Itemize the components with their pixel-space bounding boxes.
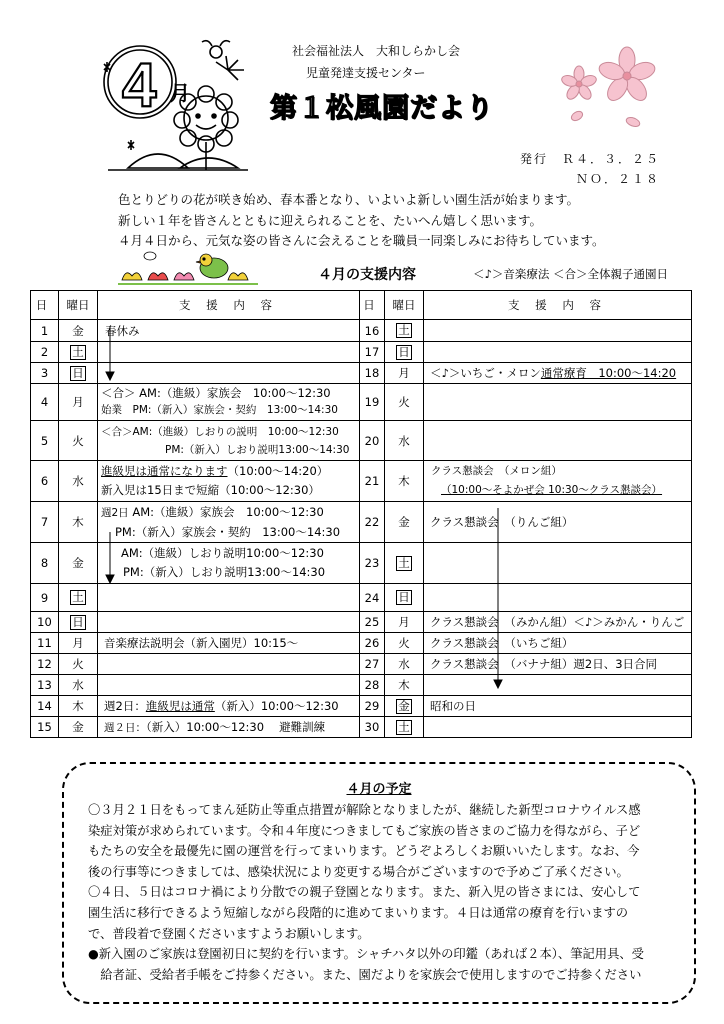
organization-name: 社会福祉法人 大和しらかし会 xyxy=(292,44,461,58)
holiday-box: 土 xyxy=(398,323,410,337)
schedule-title: ４月の支援内容 xyxy=(318,267,416,283)
issue-info xyxy=(520,149,660,189)
weekday-cell xyxy=(385,696,424,717)
table-row xyxy=(31,654,692,675)
table-row xyxy=(31,502,692,543)
weekday-cell: 金 xyxy=(59,543,98,584)
holiday-box: 日 xyxy=(72,614,84,629)
weekday-cell xyxy=(385,717,424,738)
table-row xyxy=(31,612,692,633)
content-cell xyxy=(424,421,692,461)
content-cell xyxy=(98,342,360,363)
weekday-cell: 月 xyxy=(59,384,98,421)
content-cell xyxy=(424,584,692,612)
day-cell: 19 xyxy=(360,384,385,421)
issue-number: ＮＯ．２１８ xyxy=(575,172,660,186)
day-cell: 16 xyxy=(360,320,385,342)
april-plan-box xyxy=(62,762,696,1004)
content-text: （新入）10:00～12:30 xyxy=(214,699,339,713)
content-cell xyxy=(424,320,692,342)
day-cell: 1 xyxy=(31,320,59,342)
content-cell xyxy=(98,502,360,543)
day-cell: 21 xyxy=(360,461,385,502)
content-text: （新入）10:00～12:30 避難訓練 xyxy=(146,720,326,734)
content-cell xyxy=(424,363,692,384)
content-cell xyxy=(424,342,692,363)
plan-line: 〇３月２１日をもってまん延防止等重点措置が解除となりましたが、継続した新型コロナウイルス感 xyxy=(88,803,641,817)
content-cell xyxy=(98,584,360,612)
content-line: 新入児は15日まで短縮（10:00～12:30） xyxy=(101,483,320,497)
badge-number: 4 xyxy=(122,51,157,120)
content-text: ＜♪＞いちご・メロン xyxy=(430,366,541,380)
day-cell: 26 xyxy=(360,633,385,654)
table-row xyxy=(31,461,692,502)
plan-line: 園生活に移行できるよう短縮しながら段階的に進めてまいります。４日は通常の療育を行いますの xyxy=(88,905,629,920)
content-cell xyxy=(98,421,360,461)
content-cell: クラス懇談会 （りんご組） xyxy=(424,502,692,543)
weekday-cell: 火 xyxy=(385,384,424,421)
header-content: 支 援 内 容 xyxy=(424,291,692,320)
weekday-cell: 火 xyxy=(59,654,98,675)
day-cell: 17 xyxy=(360,342,385,363)
content-line: PM:（新入）家族会・契約 13:00～14:30 xyxy=(115,524,341,539)
day-cell: 12 xyxy=(31,654,59,675)
weekday-cell xyxy=(59,612,98,633)
content-cell xyxy=(98,363,360,384)
content-text: 週２日： xyxy=(104,722,146,734)
content-cell xyxy=(424,461,692,502)
content-cell xyxy=(424,543,692,584)
header-day: 日 xyxy=(31,291,59,320)
content-line: ＜合＞ AM:（進級）家族会 10:00～12:30 xyxy=(101,386,331,400)
header-content: 支 援 内 容 xyxy=(98,291,360,320)
content-cell: クラス懇談会 （バナナ組）週2日、3日合同 xyxy=(424,654,692,675)
holiday-box: 土 xyxy=(398,555,410,570)
weekday-cell xyxy=(385,342,424,363)
plan-line: 染症対策が求められています。令和４年度につきましてもご家族の皆さまのご協力を得ながら、子ど xyxy=(88,823,641,838)
content-cell: クラス懇談会 （いちご組） xyxy=(424,633,692,654)
day-cell: 23 xyxy=(360,543,385,584)
header-day: 日 xyxy=(360,291,385,320)
content-line: PM:（新入）しおり説明13:00～14:30 xyxy=(165,443,350,456)
weekday-cell xyxy=(59,584,98,612)
day-cell: 6 xyxy=(31,461,59,502)
content-cell xyxy=(98,612,360,633)
weekday-cell: 木 xyxy=(59,696,98,717)
table-header-row xyxy=(31,291,692,320)
weekday-cell: 月 xyxy=(385,612,424,633)
content-cell xyxy=(424,384,692,421)
content-line xyxy=(101,503,356,523)
day-cell: 22 xyxy=(360,502,385,543)
content-cell xyxy=(98,675,360,696)
table-row xyxy=(31,584,692,612)
day-cell: 20 xyxy=(360,421,385,461)
table-row xyxy=(31,717,692,738)
content-line xyxy=(101,462,356,481)
plan-line: 後の行事等につきましては、感染状況により変更する場合がございますので予めご了承ください。 xyxy=(88,864,629,879)
weekday-cell: 金 xyxy=(385,502,424,543)
weekday-cell: 金 xyxy=(59,717,98,738)
table-row xyxy=(31,675,692,696)
day-cell: 24 xyxy=(360,584,385,612)
content-line: （10:00～そよかぜ会 10:30～クラス懇談会） xyxy=(441,484,663,496)
weekday-cell xyxy=(385,543,424,584)
holiday-box: 土 xyxy=(72,590,84,604)
plan-line: ●新入園のご家族は登園初日に契約を行います。シャチハタ以外の印鑑（あれば２本）、筆記用具、受 xyxy=(88,947,644,962)
weekday-cell: 水 xyxy=(385,654,424,675)
badge-month: 月 xyxy=(170,81,190,105)
table-row xyxy=(31,421,692,461)
plan-title: ４月の予定 xyxy=(346,782,412,797)
content-cell xyxy=(424,717,692,738)
issue-date: 発行 Ｒ４．３．２５ xyxy=(519,152,660,166)
content-line: AM:（進級）しおり説明10:00～12:30 xyxy=(121,546,324,560)
content-cell xyxy=(98,384,360,421)
content-cell: 音楽療法説明会（新入園児）10:15～ xyxy=(98,633,360,654)
day-cell: 4 xyxy=(31,384,59,421)
holiday-box: 日 xyxy=(72,365,84,380)
plan-line: 給者証、受給者手帳をご持参ください。また、園だよりを家族会で使用しますのでご持参ください xyxy=(88,967,642,982)
content-text: 春休み xyxy=(105,323,140,338)
tulip-bird-illustration xyxy=(118,250,258,290)
content-cell xyxy=(98,461,360,502)
center-name: 児童発達支援センター xyxy=(306,66,426,80)
greeting-line: 色とりどりの花が咲き始め、春本番となり、いよいよ新しい園生活が始まります。 xyxy=(118,192,580,207)
day-cell: 14 xyxy=(31,696,59,717)
weekday-cell: 火 xyxy=(385,633,424,654)
content-text-underlined: 進級児は通常 xyxy=(145,699,215,713)
table-row xyxy=(31,633,692,654)
content-cell xyxy=(98,696,360,717)
weekday-cell: 木 xyxy=(59,502,98,543)
content-line: 始業 PM:（新入）家族会・契約 13:00～14:30 xyxy=(101,404,338,416)
greeting-text xyxy=(118,190,605,252)
content-cell xyxy=(98,717,360,738)
plan-line: で、普段着で登園くださいますようお願いします。 xyxy=(88,926,370,941)
weekday-cell: 木 xyxy=(385,461,424,502)
day-cell: 25 xyxy=(360,612,385,633)
day-cell: 10 xyxy=(31,612,59,633)
table-row xyxy=(31,696,692,717)
cherry-blossom-illustration xyxy=(555,44,665,134)
day-cell: 29 xyxy=(360,696,385,717)
content-cell xyxy=(98,320,360,342)
content-text-underlined: 通常療育 10:00～14:20 xyxy=(540,366,677,380)
holiday-box: 日 xyxy=(398,590,410,604)
weekday-cell: 水 xyxy=(385,421,424,461)
day-cell: 9 xyxy=(31,584,59,612)
day-cell: 5 xyxy=(31,421,59,461)
table-row xyxy=(31,363,692,384)
flower-badge-illustration xyxy=(88,30,258,180)
weekday-cell: 月 xyxy=(385,363,424,384)
day-cell: 30 xyxy=(360,717,385,738)
holiday-box: 土 xyxy=(398,719,410,734)
newsletter-title: 第１松風園だより xyxy=(270,93,494,124)
day-cell: 11 xyxy=(31,633,59,654)
content-text: 週2日： xyxy=(104,699,146,713)
content-cell xyxy=(98,543,360,584)
holiday-box: 土 xyxy=(72,344,84,359)
day-cell: 8 xyxy=(31,543,59,584)
plan-line: 〇４日、５日はコロナ禍により分散での親子登園となります。また、新入児の皆さまには、安心して xyxy=(88,885,641,900)
weekday-cell xyxy=(59,363,98,384)
holiday-box: 金 xyxy=(398,698,410,713)
weekday-cell xyxy=(385,584,424,612)
header-weekday: 曜日 xyxy=(59,291,98,320)
content-text-underlined: 進級児は通常になります xyxy=(101,464,228,478)
content-line: クラス懇談会 （メロン組） xyxy=(431,465,562,477)
day-cell: 3 xyxy=(31,363,59,384)
content-cell xyxy=(424,675,692,696)
weekday-cell xyxy=(385,320,424,342)
content-cell: 昭和の日 xyxy=(424,696,692,717)
content-cell: クラス懇談会 （みかん組）＜♪＞みかん・りんご xyxy=(424,612,692,633)
schedule-table xyxy=(30,290,692,738)
weekday-cell: 水 xyxy=(59,461,98,502)
table-row xyxy=(31,320,692,342)
day-cell: 28 xyxy=(360,675,385,696)
content-cell xyxy=(98,654,360,675)
day-cell: 15 xyxy=(31,717,59,738)
weekday-cell: 金 xyxy=(59,320,98,342)
weekday-cell: 月 xyxy=(59,633,98,654)
day-cell: 2 xyxy=(31,342,59,363)
weekday-cell: 木 xyxy=(385,675,424,696)
plan-line: もたちの安全を最優先に園の運営を行ってまいります。どうぞよろしくお願いいたします。なお、今 xyxy=(88,844,640,859)
greeting-line: ４月４日から、元気な姿の皆さんに会えることを職員一同楽しみにお待ちしています。 xyxy=(118,233,605,248)
table-row xyxy=(31,342,692,363)
schedule-legend: ＜♪＞音楽療法 ＜合＞全体親子通園日 xyxy=(473,267,668,281)
day-cell: 18 xyxy=(360,363,385,384)
content-text: AM:（進級）家族会 10:00～12:30 xyxy=(132,504,324,519)
weekday-cell xyxy=(59,342,98,363)
content-line: ＜合＞AM:（進級）しおりの説明 10:00～12:30 xyxy=(101,425,339,438)
table-row xyxy=(31,384,692,421)
day-cell: 13 xyxy=(31,675,59,696)
table-row xyxy=(31,543,692,584)
day-cell: 7 xyxy=(31,502,59,543)
holiday-box: 日 xyxy=(398,344,410,359)
weekday-cell: 水 xyxy=(59,675,98,696)
header-weekday: 曜日 xyxy=(385,291,424,320)
content-text: （10:00～14:20） xyxy=(227,464,329,478)
content-text: 週2日 xyxy=(101,506,129,519)
plan-body xyxy=(88,800,674,985)
content-line: PM:（新入）しおり説明13:00～14:30 xyxy=(123,565,326,579)
weekday-cell: 火 xyxy=(59,421,98,461)
day-cell: 27 xyxy=(360,654,385,675)
greeting-line: 新しい１年を皆さんとともに迎えられることを、たいへん嬉しく思います。 xyxy=(118,212,543,228)
